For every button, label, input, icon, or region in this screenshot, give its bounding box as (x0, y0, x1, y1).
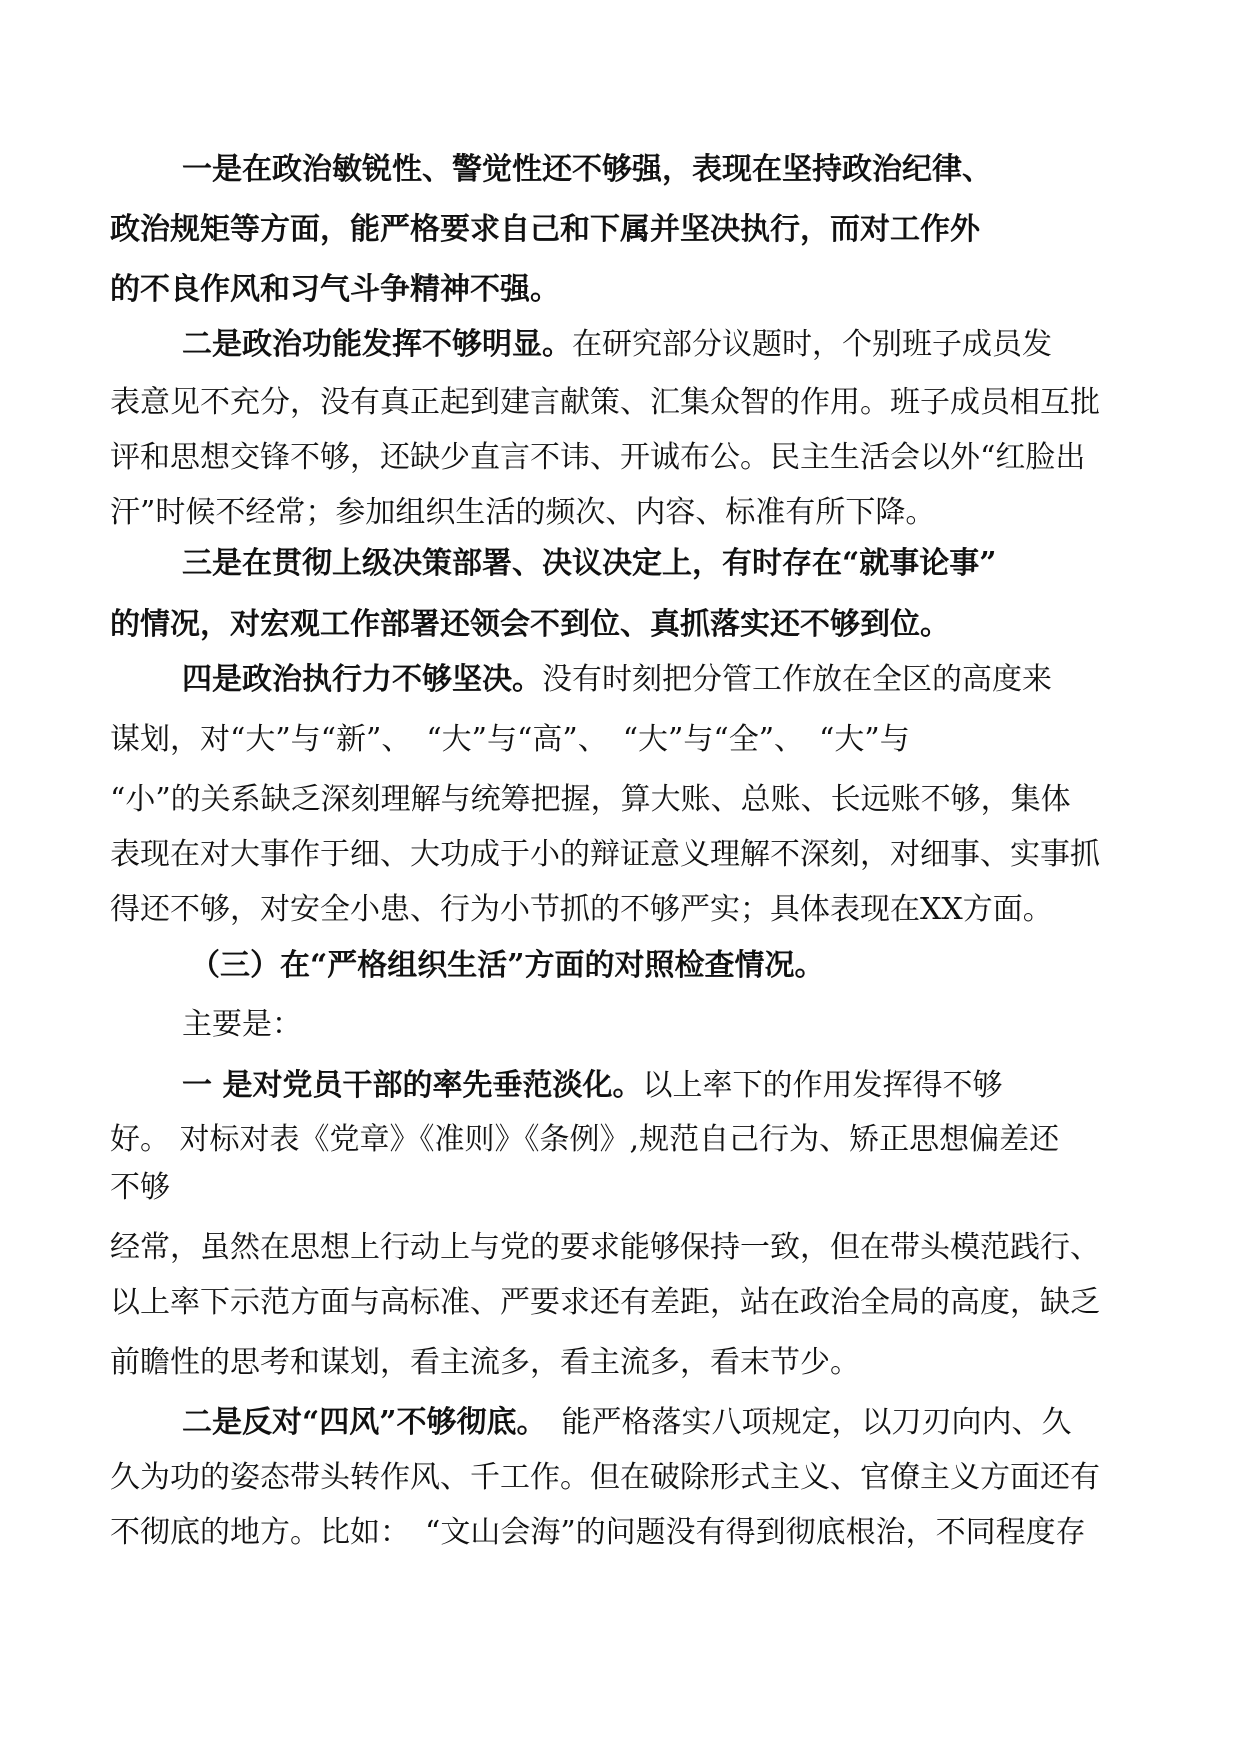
body-text: 不够 (110, 1170, 170, 1205)
para-line-19 (110, 1168, 410, 1208)
para-line-7 (110, 493, 1130, 533)
bold-lead: 二是反对“四风”不够彻底。 (182, 1405, 532, 1440)
para-line-23 (182, 1403, 1132, 1443)
body-text: 前瞻性的思考和谋划，看主流多，看主流多，看末节少。 (110, 1345, 860, 1380)
body-text: 评和思想交锋不够，还缺少直言不讳、开诚布公。民主生活会以外“红脸出 (110, 440, 1086, 475)
body-text: 汗”时候不经常；参加组织生活的频次、内容、标准有所下降。 (110, 495, 936, 530)
body-text: 能严格落实八项规定，以刀刃向内、久 (531, 1405, 1072, 1440)
body-text: 表现在对大事作于细、大功成于小的辩证意义理解不深刻，对细事、实事抓 (110, 837, 1100, 872)
body-text: 主要是： (182, 1007, 302, 1042)
section-heading (190, 946, 1090, 986)
body-text: 不彻底的地方。比如： “文山会海”的问题没有得到彻底根治，不同程度存 (110, 1515, 1086, 1550)
para-line-13 (110, 835, 1130, 875)
bold-lead: 政治规矩等方面，能严格要求自己和下属并坚决执行，而对工作外 (110, 212, 980, 247)
bold-lead: 的情况，对宏观工作部署还领会不到位、真抓落实还不够到位。 (110, 607, 950, 642)
para-line-1 (182, 150, 1132, 190)
para-line-4 (182, 325, 1132, 365)
body-text: 以上率下的作用发挥得不够 (642, 1068, 1003, 1103)
bold-lead: 的不良作风和习气斗争精神不强。 (110, 272, 560, 307)
body-text: 没有时刻把分管工作放在全区的高度来 (542, 662, 1052, 697)
para-line-8 (182, 544, 1132, 584)
para-line-5 (110, 383, 1130, 423)
body-text: 久为功的姿态带头转作风、千工作。但在破除形式主义、官僚主义方面还有 (110, 1460, 1100, 1495)
body-text: 好。 对标对表《党章》《准则》《条例》,规范自己行为、矫正思想偏差还 (110, 1122, 1060, 1157)
body-text: 在研究部分议题时，个别班子成员发 (572, 327, 1052, 362)
body-text: 表意见不充分，没有真正起到建言献策、汇集众智的作用。班子成员相互批 (110, 385, 1100, 420)
para-line-3 (110, 270, 1130, 310)
para-line-6 (110, 438, 1130, 478)
bold-lead: 四是政治执行力不够坚决。 (182, 662, 542, 697)
bold-lead: 一 是对党员干部的率先垂范淡化。 (182, 1068, 643, 1103)
para-line-18 (110, 1120, 1140, 1160)
body-text: “小”的关系缺乏深刻理解与统筹把握，算大账、总账、长远账不够，集体 (110, 782, 1071, 817)
bold-lead: 一是在政治敏锐性、警觉性还不够强，表现在坚持政治纪律、 (182, 152, 992, 187)
para-line-2 (110, 210, 1130, 250)
body-text: 得还不够，对安全小患、行为小节抓的不够严实；具体表现在XX方面。 (110, 892, 1053, 927)
bold-lead: 三是在贯彻上级决策部署、决议决定上，有时存在“就事论事” (182, 546, 997, 581)
para-line-10 (182, 660, 1132, 700)
body-text: 经常，虽然在思想上行动上与党的要求能够保持一致，但在带头模范践行、 (110, 1230, 1100, 1265)
para-line-21 (110, 1283, 1130, 1323)
para-line-9 (110, 605, 1130, 645)
para-line-16 (182, 1005, 1132, 1045)
para-line-25 (110, 1513, 1130, 1553)
bold-lead: 二是政治功能发挥不够明显。 (182, 327, 572, 362)
para-line-20 (110, 1228, 1130, 1268)
body-text: 以上率下示范方面与高标准、严要求还有差距，站在政治全局的高度，缺乏 (110, 1285, 1100, 1320)
para-line-14 (110, 890, 1130, 930)
bold-lead: （三）在“严格组织生活”方面的对照检查情况。 (190, 948, 825, 983)
para-line-12 (110, 780, 1130, 820)
para-line-24 (110, 1458, 1130, 1498)
para-line-17 (182, 1066, 1132, 1106)
para-line-11 (110, 720, 1130, 760)
para-line-22 (110, 1343, 1130, 1383)
body-text: 谋划，对“大”与“新”、 “大”与“高”、 “大”与“全”、 “大”与 (110, 722, 910, 757)
